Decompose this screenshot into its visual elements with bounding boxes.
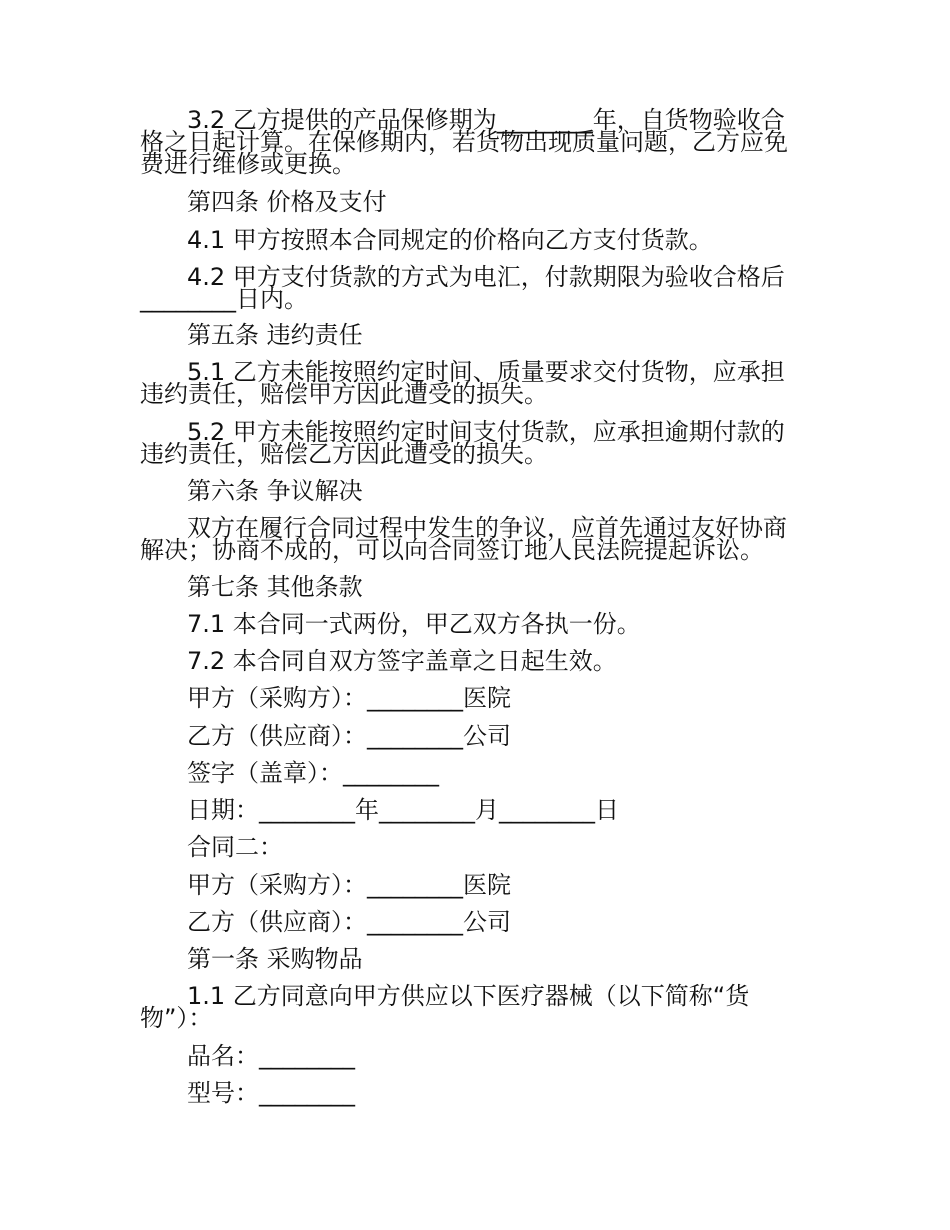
clause-7-2: 7.2 本合同自双方签字盖章之日起生效。 [187,647,617,675]
party-b-signature-line: 乙方（供应商）：________公司 [187,722,511,750]
contract-two-party-b: 乙方（供应商）：________公司 [187,908,511,936]
party-a-signature-line: 甲方（采购方）：________医院 [187,684,511,712]
clause-4-2-line2: ________日内。 [140,285,308,313]
clause-1-1-line2: 物”）： [140,1004,213,1032]
article-6-heading: 第六条 争议解决 [187,477,363,505]
clause-5-2-line1: 5.2 甲方未能按照约定时间支付货款，应承担逾期付款的 [187,418,785,446]
clause-3-2-line3: 费进行维修或更换。 [140,150,356,178]
contract-two-heading: 合同二： [187,833,283,861]
clause-5-1-line1: 5.1 乙方未能按照约定时间、质量要求交付货物，应承担 [187,358,785,386]
clause-5-2-line2: 违约责任，赔偿乙方因此遭受的损失。 [140,440,548,468]
clause-1-1-line1: 1.1 乙方同意向甲方供应以下医疗器械（以下简称“货 [187,982,750,1010]
article-6-text-line2: 解决；协商不成的，可以向合同签订地人民法院提起诉讼。 [140,536,764,564]
clause-5-1-line2: 违约责任，赔偿甲方因此遭受的损失。 [140,380,548,408]
clause-4-2-line1: 4.2 甲方支付货款的方式为电汇，付款期限为验收合格后 [187,263,785,291]
article-4-heading: 第四条 价格及支付 [187,188,387,216]
date-line: 日期：________年________月________日 [187,796,619,824]
article-6-text-line1: 双方在履行合同过程中发生的争议，应首先通过友好协商 [187,514,787,542]
article-7-heading: 第七条 其他条款 [187,573,363,601]
contract-two-party-a: 甲方（采购方）：________医院 [187,871,511,899]
clause-3-2-line1: 3.2 乙方提供的产品保修期为________年，自货物验收合 [187,106,785,134]
seal-line: 签字（盖章）：________ [187,759,439,787]
model-field: 型号：________ [187,1079,355,1107]
article-5-heading: 第五条 违约责任 [187,321,363,349]
article-1-heading: 第一条 采购物品 [187,945,363,973]
product-name-field: 品名：________ [187,1042,355,1070]
clause-4-1: 4.1 甲方按照本合同规定的价格向乙方支付货款。 [187,226,713,254]
clause-7-1: 7.1 本合同一式两份，甲乙双方各执一份。 [187,610,641,638]
clause-3-2-line2: 格之日起计算。在保修期内，若货物出现质量问题，乙方应免 [140,128,788,156]
